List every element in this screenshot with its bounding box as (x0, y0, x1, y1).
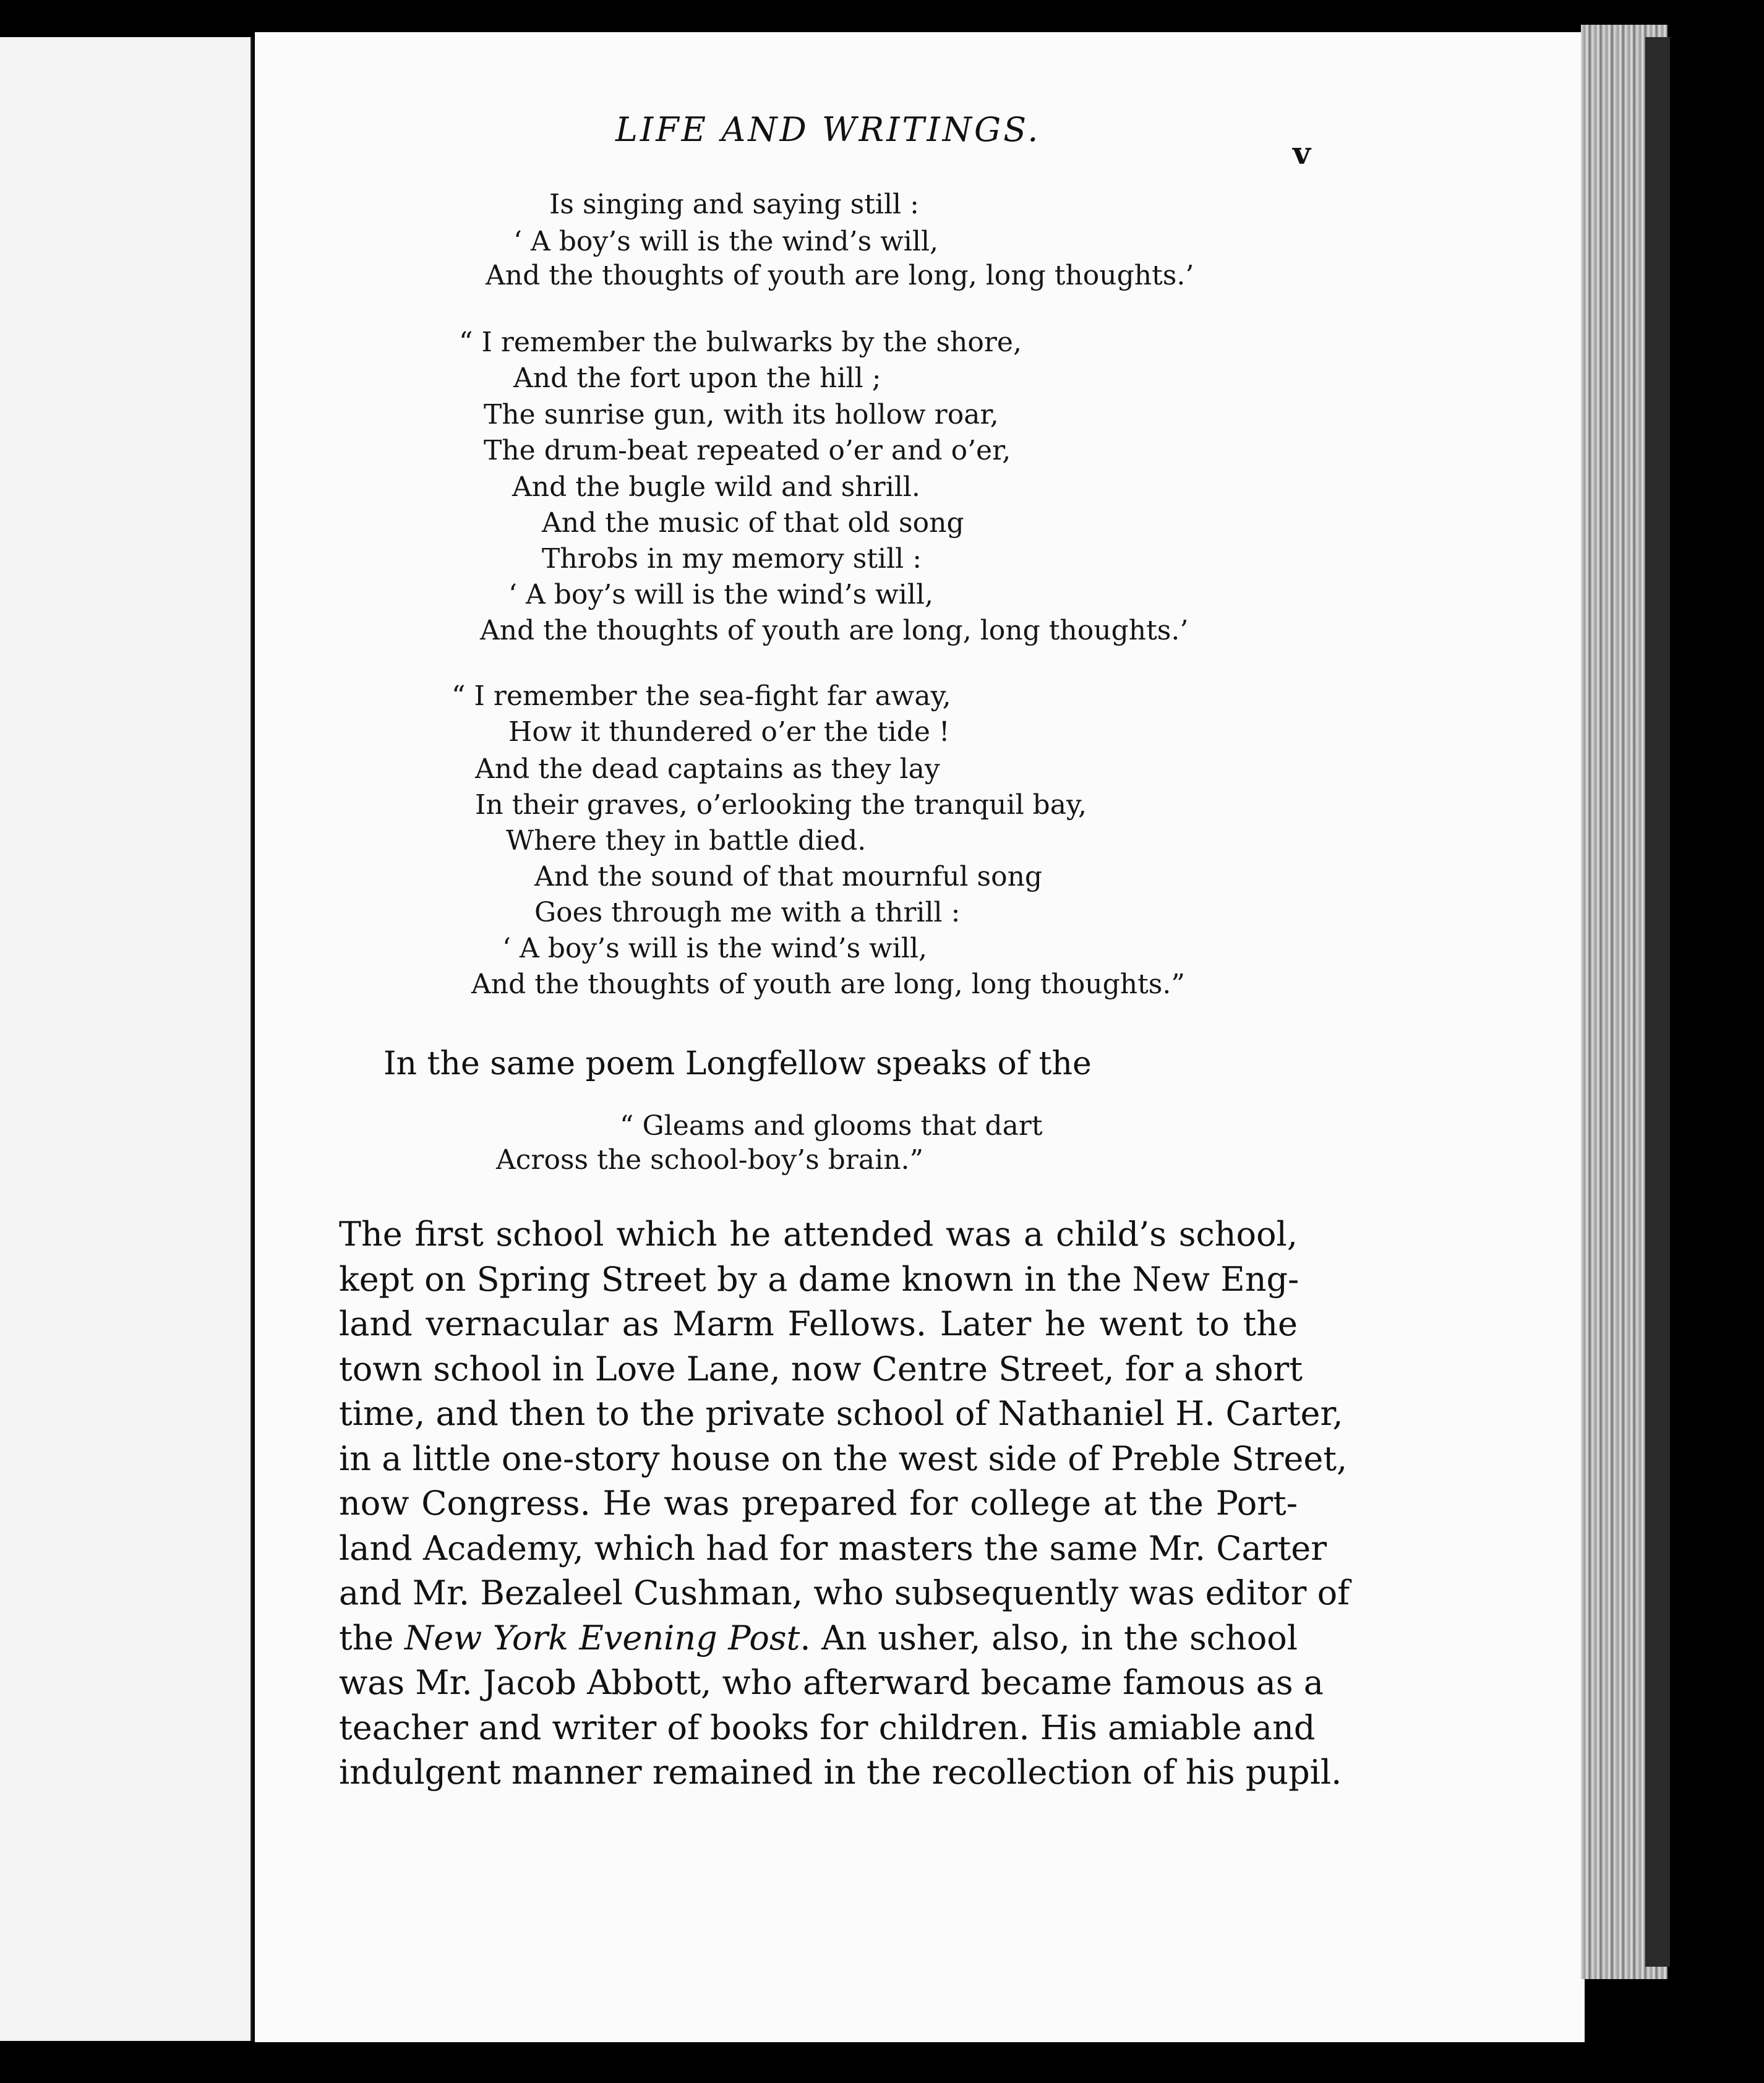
poem-line: ‘ A boy’s will is the wind’s will, (508, 579, 934, 610)
poem-line: ‘ A boy’s will is the wind’s will, (513, 226, 939, 257)
paragraph-line: teacher and writer of books for children. His amiable and (339, 1708, 1316, 1747)
paragraph-line: land vernacular as Marm Fellows. Later he went to the (339, 1304, 1298, 1343)
quote-line: “ Gleams and glooms that dart (620, 1110, 1043, 1142)
poem-line: And the bugle wild and shrill. (512, 471, 920, 503)
facing-page-left (0, 37, 252, 2041)
poem-line: And the thoughts of youth are long, long thoughts.” (471, 969, 1185, 1000)
newspaper-title: New York Evening Post (404, 1618, 800, 1657)
paragraph-line: in a little one-story house on the west side of Preble Street, (339, 1439, 1348, 1478)
poem-line: In their graves, o’erlooking the tranquil bay, (475, 789, 1087, 821)
book-cover-edge (1645, 37, 1670, 1967)
paragraph-line: and Mr. Bezaleel Cushman, who subsequently was editor of (339, 1573, 1350, 1612)
paragraph-line: indulgent manner remained in the recollection of his pupil. (339, 1753, 1342, 1792)
poem-line: ‘ A boy’s will is the wind’s will, (502, 933, 928, 964)
poem-line: And the thoughts of youth are long, long thoughts.’ (480, 615, 1189, 646)
poem-line: And the music of that old song (542, 507, 964, 539)
page-number: v (1293, 135, 1311, 171)
poem-line: And the fort upon the hill ; (513, 362, 881, 394)
poem-line: The drum-beat repeated o’er and o’er, (484, 435, 1011, 466)
poem-line: Throbs in my memory still : (542, 543, 922, 575)
poem-line: Where they in battle died. (506, 825, 867, 857)
poem-line: Is singing and saying still : (549, 189, 919, 220)
poem-line: And the sound of that mournful song (534, 861, 1043, 892)
paragraph-text: the (339, 1618, 405, 1657)
paragraph-line: land Academy, which had for masters the same Mr. Carter (339, 1528, 1327, 1568)
paragraph-line: The first school which he attended was a child’s school, (339, 1215, 1298, 1254)
poem-line: How it thundered o’er the tide ! (508, 716, 950, 748)
paragraph-text: . An usher, also, in the school (800, 1618, 1298, 1657)
intro-sentence: In the same poem Longfellow speaks of the (383, 1045, 1092, 1082)
paragraph-line: town school in Love Lane, now Centre Street, for a short (339, 1349, 1303, 1388)
quote-line: Across the school-boy’s brain.” (496, 1144, 924, 1176)
poem-line: And the dead captains as they lay (475, 753, 940, 785)
body-paragraph (339, 1212, 1350, 1795)
paragraph-line: was Mr. Jacob Abbott, who afterward became famous as a (339, 1663, 1324, 1702)
poem-line: And the thoughts of youth are long, long thoughts.’ (486, 260, 1194, 291)
paragraph-line: time, and then to the private school of Nathaniel H. Carter, (339, 1394, 1343, 1433)
running-header: LIFE AND WRITINGS. (615, 110, 1041, 149)
poem-line: Goes through me with a thrill : (534, 897, 961, 928)
paragraph-line: now Congress. He was prepared for college at the Port- (339, 1484, 1298, 1523)
poem-line: “ I remember the sea-fight far away, (452, 680, 951, 712)
poem-line: The sunrise gun, with its hollow roar, (484, 399, 999, 430)
poem-line: “ I remember the bulwarks by the shore, (459, 327, 1022, 358)
paragraph-line: kept on Spring Street by a dame known in the New Eng- (339, 1259, 1299, 1299)
paragraph-line-with-title (339, 1616, 1298, 1661)
